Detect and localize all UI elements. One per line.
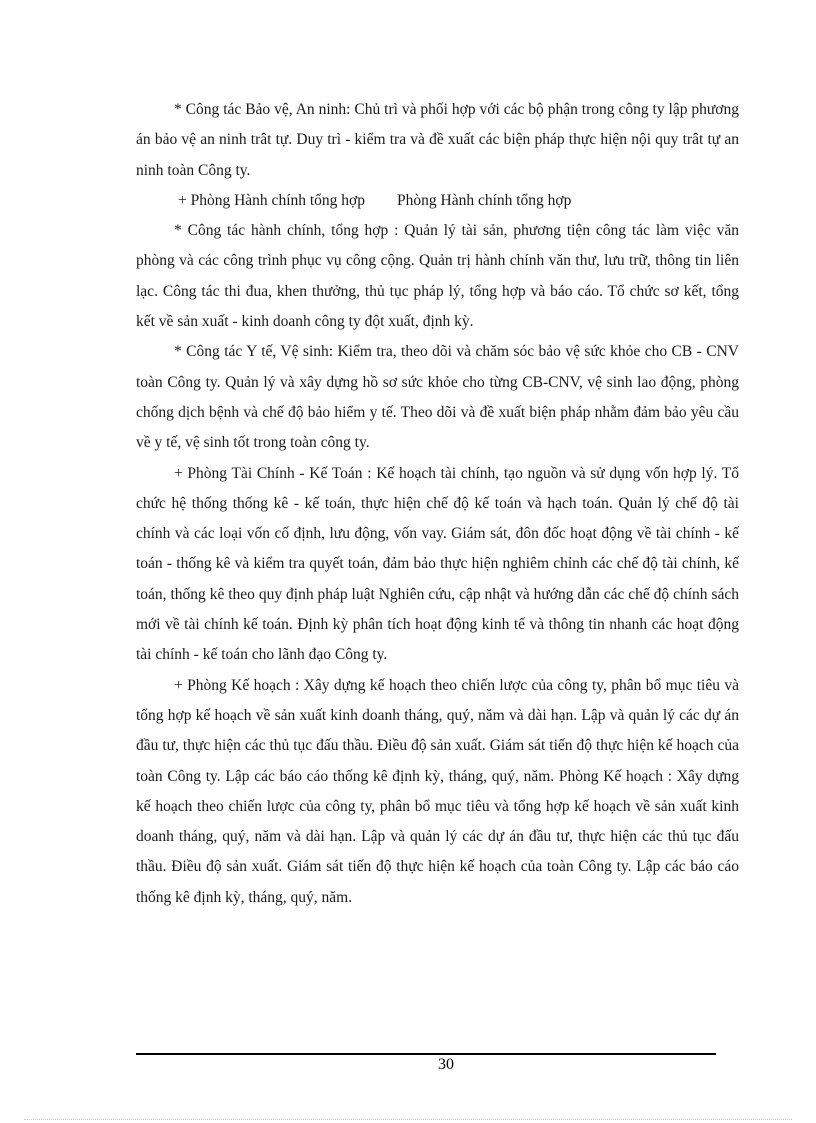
- page-edge-divider: [24, 1119, 792, 1120]
- paragraph-admin: * Công tác hành chính, tổng hợp : Quản lý tài sản, phương tiện công tác làm việc văn phòng và các công trình phục vụ công cộng. Quản trị hành chính văn thư, lưu trữ, thông tin liên lạc. Công tác thi đua, khen thưởng, thủ tục pháp lý, tổng hợp và báo cáo. Tổ chức sơ kết, tổng kết về sản xuất - kinh doanh công ty đột xuất, định kỳ.: [136, 222, 739, 331]
- section-heading-admin-repeat: Phòng Hành chính tổng hợp: [397, 191, 572, 209]
- paragraph-security: * Công tác Bảo vệ, An ninh: Chủ trì và phối hợp với các bộ phận trong công ty lập phương án bảo vệ an ninh trât tự. Duy trì - kiểm tra và đề xuất các biện pháp thực hiện nội quy trât tự an ninh toàn Công ty.: [136, 101, 739, 179]
- paragraph-finance: + Phòng Tài Chính - Kế Toán : Kế hoạch tài chính, tạo nguồn và sử dụng vốn hợp lý. Tổ chức hệ thống thống kê - kế toán, thực hiện chế độ kế toán và hạch toán. Quản lý chế độ tài chính và các loại vốn cố định, lưu động, vốn vay. Giám sát, đôn đốc hoạt động về tài chính - kế toán - thống kê và kiểm tra quyết toán, đảm bảo thực hiện nghiêm chỉnh các chế độ tài chính, kế toán, thống kê theo quy định pháp luật Nghiên cứu, cập nhật và hướng dẫn các chế độ chính sách mới về tài chính kế toán. Định kỳ phân tích hoạt động kinh tế và thông tin nhanh các hoạt động tài chính - kế toán cho lãnh đạo Công ty.: [136, 464, 739, 664]
- page-number: 30: [438, 1056, 454, 1073]
- section-heading-admin: [136, 186, 739, 216]
- document-body: [136, 95, 739, 913]
- section-heading-admin-title: + Phòng Hành chính tổng hợp: [178, 191, 365, 209]
- paragraph-planning: + Phòng Kế hoạch : Xây dựng kế hoạch theo chiến lược của công ty, phân bổ mục tiêu và tổng hợp kế hoạch về sản xuất kinh doanh tháng, quý, năm và dài hạn. Lập và quản lý các dự án đầu tư, thực hiện các thủ tục đấu thầu. Điều độ sản xuất. Giám sát tiến độ thực hiện kế hoạch của toàn Công ty. Lập các báo cáo thống kê định kỳ, tháng, quý, năm. Phòng Kế hoạch : Xây dựng kế hoạch theo chiến lược của công ty, phân bổ mục tiêu và tổng hợp kế hoạch về sản xuất kinh doanh tháng, quý, năm và dài hạn. Lập và quản lý các dự án đầu tư, thực hiện các thủ tục đấu thầu. Điều độ sản xuất. Giám sát tiến độ thực hiện kế hoạch của toàn Công ty. Lập các báo cáo thống kê định kỳ, tháng, quý, năm.: [136, 676, 739, 906]
- paragraph-health: * Công tác Y tế, Vệ sinh: Kiểm tra, theo dõi và chăm sóc bảo vệ sức khỏe cho CB - CNV toàn Công ty. Quản lý và xây dựng hồ sơ sức khỏe cho từng CB-CNV, vệ sinh lao động, phòng chống dịch bệnh và chế độ bảo hiểm y tế. Theo dõi và đề xuất biện pháp nhằm đảm bảo yêu cầu về y tế, vệ sinh tốt trong toàn công ty.: [136, 343, 739, 452]
